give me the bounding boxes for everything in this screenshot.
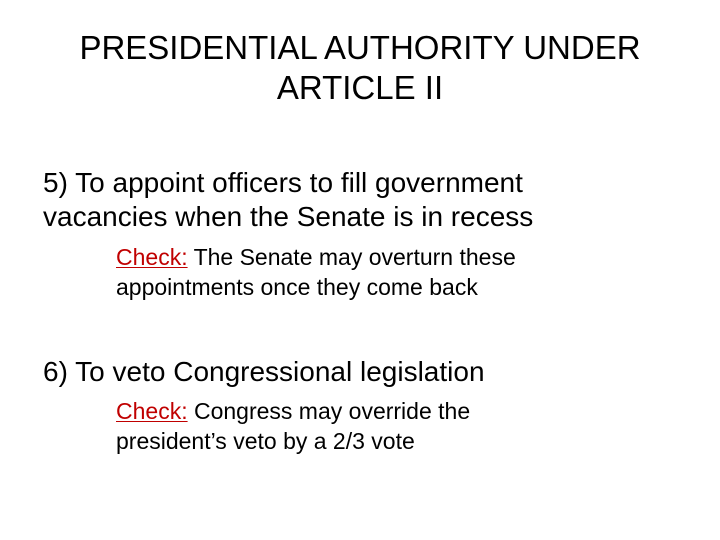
- power-item-appointments-line-1: 5) To appoint officers to fill government: [43, 167, 523, 198]
- check-veto-text-1: Congress may override the: [187, 398, 471, 424]
- slide-title-line-1: PRESIDENTIAL AUTHORITY UNDER: [79, 29, 641, 66]
- slide-title-line-2: ARTICLE II: [276, 69, 444, 107]
- check-veto: [116, 397, 696, 457]
- check-veto-line-1: [116, 397, 696, 427]
- check-appointments-text-1: The Senate may overturn these: [187, 244, 516, 270]
- check-label: Check:: [116, 244, 188, 270]
- power-item-appointments-line-2: vacancies when the Senate is in recess: [43, 201, 534, 233]
- check-veto-line-2: president’s veto by a 2/3 vote: [116, 427, 415, 454]
- power-item-veto: [43, 355, 683, 389]
- check-appointments-line-1: [116, 243, 696, 273]
- check-appointments: [116, 243, 696, 303]
- power-item-appointments: [43, 166, 683, 234]
- slide-title: [20, 28, 700, 109]
- power-item-veto-line-1: 6) To veto Congressional legislation: [43, 356, 485, 387]
- check-appointments-line-2: appointments once they come back: [116, 273, 478, 300]
- check-label: Check:: [116, 398, 188, 424]
